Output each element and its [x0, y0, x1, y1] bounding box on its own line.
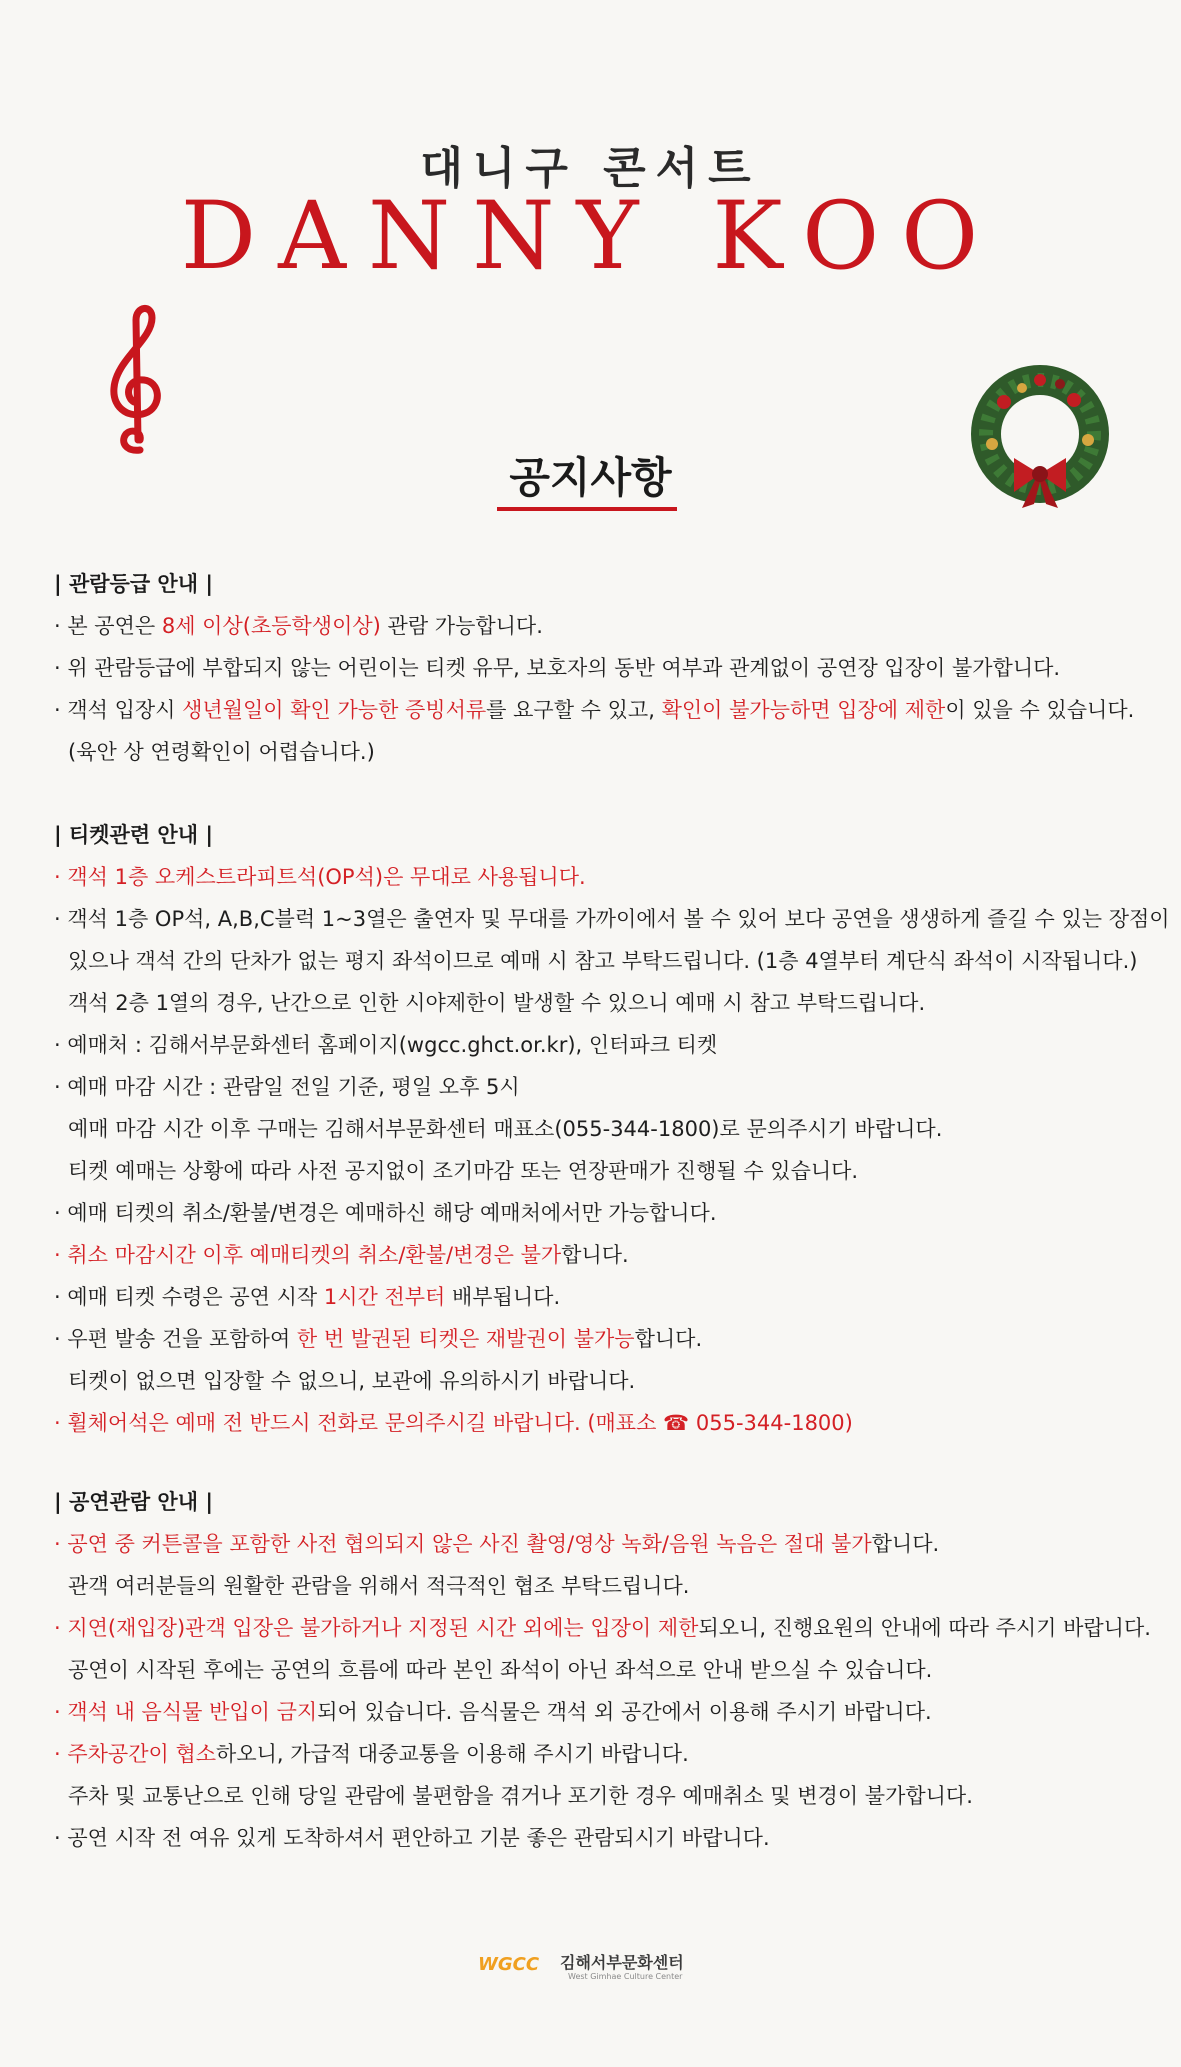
- logo-english-name: West Gimhae Culture Center: [568, 1972, 683, 1981]
- notice-line: [54, 1318, 1154, 1360]
- notice-text: 공연이 시작된 후에는 공연의 흐름에 따라 본인 좌석이 아닌 좌석으로 안내 받으실 수 있습니다.: [68, 1658, 933, 1682]
- notice-text: · 우편 발송 건을 포함하여: [54, 1327, 297, 1351]
- logo-korean-name: 김해서부문화센터: [560, 1953, 684, 1972]
- notice-text: 티켓 예매는 상황에 따라 사전 공지없이 조기마감 또는 연장판매가 진행될 수 있습니다.: [68, 1159, 859, 1183]
- highlight-text: · 객석 내 음식물 반입이 금지: [54, 1700, 318, 1724]
- notice-text: (육안 상 연령확인이 어렵습니다.): [68, 740, 375, 764]
- notice-text: · 예매 티켓 수령은 공연 시작: [54, 1285, 324, 1309]
- notice-line: [54, 1775, 1154, 1817]
- notice-line: [54, 1108, 1154, 1150]
- notice-line: [54, 940, 1154, 982]
- notice-line: [54, 1733, 1154, 1775]
- rating-section: [54, 563, 1154, 773]
- notice-line: [54, 1402, 1154, 1444]
- notice-text: 관객 여러분들의 원활한 관람을 위해서 적극적인 협조 부탁드립니다.: [68, 1574, 690, 1598]
- notice-line: [54, 605, 1154, 647]
- notice-text: 있으나 객석 간의 단차가 없는 평지 좌석이므로 예매 시 참고 부탁드립니다. (1층 4열부터 계단식 좌석이 시작됩니다.): [68, 949, 1138, 973]
- notice-line: [54, 982, 1154, 1024]
- notice-line: [54, 1649, 1154, 1691]
- notice-text: 합니다.: [871, 1532, 940, 1556]
- notice-text: 되어 있습니다. 음식물은 객석 외 공간에서 이용해 주시기 바랍니다.: [317, 1700, 932, 1724]
- highlight-text: · 객석 1층 오케스트라피트석(OP석)은 무대로 사용됩니다.: [54, 865, 586, 889]
- notice-text: 주차 및 교통난으로 인해 당일 관람에 불편함을 겪거나 포기한 경우 예매취소 및 변경이 불가합니다.: [68, 1784, 973, 1808]
- notice-line: [54, 1024, 1154, 1066]
- notice-text: 배부됩니다.: [445, 1285, 561, 1309]
- notice-line: [54, 1607, 1154, 1649]
- notice-text: · 위 관람등급에 부합되지 않는 어린이는 티켓 유무, 보호자의 동반 여부과 관계없이 공연장 입장이 불가합니다.: [54, 656, 1061, 680]
- highlight-text: · 지연(재입장)관객 입장은 불가하거나 지정된 시간 외에는 입장이 제한: [54, 1616, 699, 1640]
- notice-line: [54, 1276, 1154, 1318]
- notice-title: 공지사항: [509, 453, 672, 502]
- wgcc-logo: [478, 1950, 718, 1986]
- notice-line: [54, 689, 1154, 731]
- notice-line: [54, 1360, 1154, 1402]
- notice-title-underline: [497, 507, 677, 511]
- notice-text: 합니다.: [634, 1327, 703, 1351]
- highlight-text: 한 번 발권된 티켓은 재발권이 불가능: [296, 1327, 635, 1351]
- highlight-text: 8세 이상(초등학생이상): [161, 614, 381, 638]
- notice-line: [54, 647, 1154, 689]
- notice-line: [54, 1192, 1154, 1234]
- notice-line: [54, 1234, 1154, 1276]
- notice-text: · 객석 1층 OP석, A,B,C블럭 1~3열은 출연자 및 무대를 가까이에서 볼 수 있어 보다 공연을 생생하게 즐길 수 있는 장점이: [54, 907, 1170, 931]
- notice-text: 객석 2층 1열의 경우, 난간으로 인한 시야제한이 발생할 수 있으니 예매 시 참고 부탁드립니다.: [68, 991, 926, 1015]
- notice-line: [54, 856, 1154, 898]
- notice-text: · 객석 입장시: [54, 698, 183, 722]
- notice-line: [54, 1691, 1154, 1733]
- notice-text: 예매 마감 시간 이후 구매는 김해서부문화센터 매표소(055-344-1800)로 문의주시기 바랍니다.: [68, 1117, 943, 1141]
- viewing-section: [54, 1481, 1154, 1859]
- concert-title: DANNY KOO: [180, 182, 1001, 291]
- notice-line: [54, 1523, 1154, 1565]
- section-lines: [54, 856, 1170, 1444]
- highlight-text: · 취소 마감시간 이후 예매티켓의 취소/환불/변경은 불가: [54, 1243, 562, 1267]
- notice-line: [54, 1150, 1154, 1192]
- section-heading: | 공연관람 안내 |: [54, 1490, 213, 1514]
- notice-text: · 공연 시작 전 여유 있게 도착하셔서 편안하고 기분 좋은 관람되시기 바랍니다.: [54, 1826, 770, 1850]
- section-heading: | 관람등급 안내 |: [54, 572, 213, 596]
- notice-line: [54, 1066, 1154, 1108]
- concert-subtitle: 대니구 콘서트: [420, 143, 761, 194]
- notice-text: · 본 공연은: [54, 614, 162, 638]
- notice-text: · 예매 마감 시간 : 관람일 전일 기준, 평일 오후 5시: [54, 1075, 520, 1099]
- notice-text: 관람 가능합니다.: [380, 614, 543, 638]
- notice-line: [54, 731, 1154, 773]
- highlight-text: · 휠체어석은 예매 전 반드시 전화로 문의주시길 바랍니다. (매표소 ☎ 055-344-1800): [54, 1411, 853, 1435]
- wgcc-logo-icon: WGCC: [478, 1954, 540, 1975]
- section-lines: [54, 1523, 1154, 1859]
- treble-clef-icon: [96, 300, 176, 460]
- notice-text: 티켓이 없으면 입장할 수 없으니, 보관에 유의하시기 바랍니다.: [68, 1369, 636, 1393]
- notice-text: 를 요구할 수 있고,: [486, 698, 662, 722]
- notice-line: [54, 1817, 1154, 1859]
- notice-text: 합니다.: [561, 1243, 629, 1267]
- section-heading: | 티켓관련 안내 |: [54, 823, 213, 847]
- notice-text: 되오니, 진행요원의 안내에 따라 주시기 바랍니다.: [698, 1616, 1151, 1640]
- highlight-text: 확인이 불가능하면 입장에 제한: [661, 698, 946, 722]
- notice-text: 하오니, 가급적 대중교통을 이용해 주시기 바랍니다.: [216, 1742, 689, 1766]
- notice-line: [54, 898, 1170, 940]
- ticket-section: [54, 814, 1170, 1444]
- highlight-text: · 공연 중 커튼콜을 포함한 사전 협의되지 않은 사진 촬영/영상 녹화/음원 녹음은 절대 불가: [54, 1532, 872, 1556]
- notice-text: · 예매처 : 김해서부문화센터 홈페이지(wgcc.ghct.or.kr), 인터파크 티켓: [54, 1033, 718, 1057]
- highlight-text: 1시간 전부터: [323, 1285, 446, 1309]
- highlight-text: · 주차공간이 협소: [54, 1742, 217, 1766]
- notice-text: · 예매 티켓의 취소/환불/변경은 예매하신 해당 예매처에서만 가능합니다.: [54, 1201, 717, 1225]
- section-lines: [54, 605, 1154, 773]
- notice-line: [54, 1565, 1154, 1607]
- notice-text: 이 있을 수 있습니다.: [945, 698, 1135, 722]
- highlight-text: 생년월일이 확인 가능한 증빙서류: [182, 698, 487, 722]
